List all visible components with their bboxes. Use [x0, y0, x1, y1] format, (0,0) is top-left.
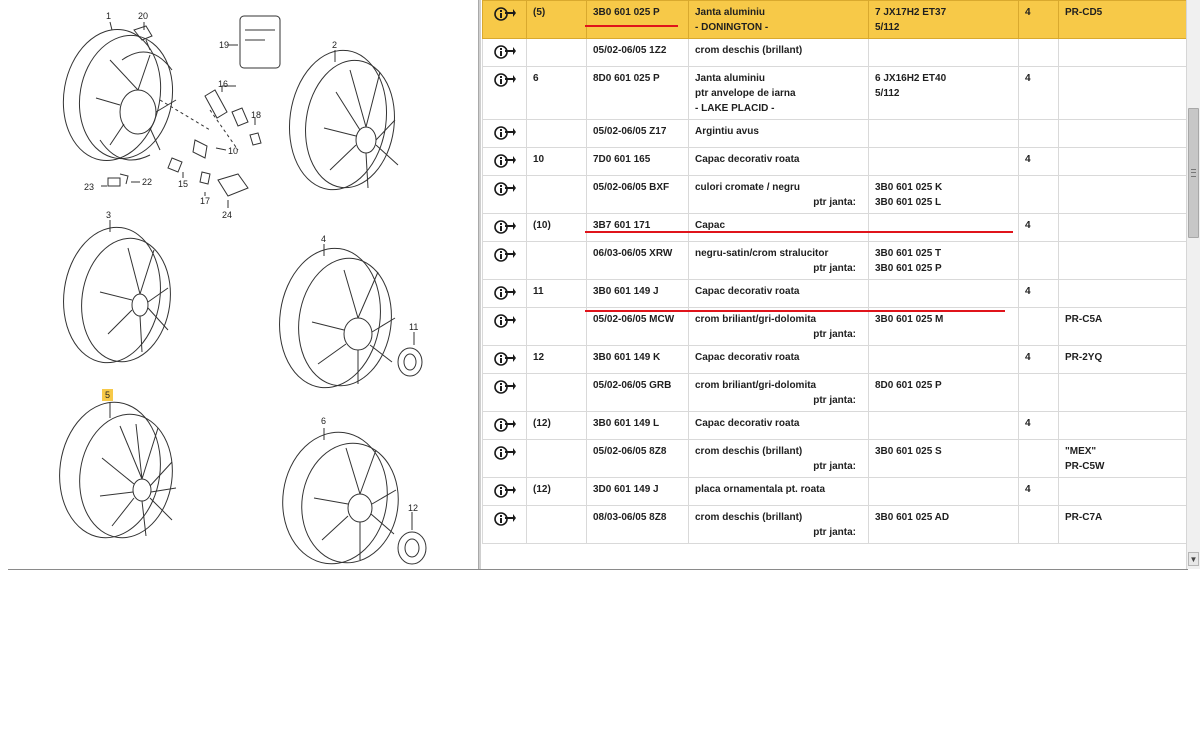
table-row[interactable] — [483, 39, 1187, 67]
description-cell — [689, 346, 869, 374]
position-number: (5) — [527, 1, 587, 39]
code-cell — [1059, 374, 1187, 412]
info-arrow-icon[interactable] — [494, 284, 516, 302]
wheel-4-drawing — [271, 242, 422, 395]
cell-line: crom deschis (brillant) — [695, 45, 803, 56]
callout-12[interactable]: 12 — [408, 503, 419, 513]
part-number[interactable]: 3D0 601 149 J — [587, 478, 689, 506]
cell-line: 7 JX17H2 ET37 — [875, 7, 947, 18]
cell-line: PR-CD5 — [1065, 7, 1103, 18]
info-cell[interactable] — [483, 39, 527, 67]
position-number — [527, 242, 587, 280]
quantity — [1019, 39, 1059, 67]
spec-cell — [869, 440, 1019, 478]
position-number — [527, 120, 587, 148]
callout-3[interactable]: 3 — [106, 210, 112, 220]
part-number[interactable]: 3B7 601 171 — [587, 214, 689, 242]
part-number[interactable]: 06/03-06/05 XRW — [587, 242, 689, 280]
callout-5-selected[interactable]: 5 — [102, 389, 113, 401]
callout-1[interactable]: 1 — [106, 11, 112, 21]
code-cell — [1059, 148, 1187, 176]
cell-line: Argintiu avus — [695, 126, 759, 137]
description-cell — [689, 440, 869, 478]
spec-cell — [869, 120, 1019, 148]
code-cell — [1059, 440, 1187, 478]
part-number[interactable]: 3B0 601 025 P — [587, 1, 689, 39]
red-underline-part-number — [585, 25, 678, 27]
position-number — [527, 308, 587, 346]
code-cell — [1059, 1, 1187, 39]
info-arrow-icon[interactable] — [494, 312, 516, 330]
cell-line: 8D0 601 025 P — [875, 380, 942, 391]
cell-line: 5/112 — [875, 88, 900, 99]
spec-cell — [869, 39, 1019, 67]
description-cell — [689, 1, 869, 39]
cell-line: 3B0 601 025 L — [875, 197, 942, 208]
info-cell[interactable] — [483, 242, 527, 280]
info-arrow-icon[interactable] — [494, 510, 516, 528]
cell-line: PR-2YQ — [1065, 352, 1103, 363]
table-row[interactable] — [483, 67, 1187, 120]
table-row[interactable] — [483, 214, 1187, 242]
cell-line: Capac decorativ roata — [695, 418, 800, 429]
quantity — [1019, 120, 1059, 148]
table-row[interactable] — [483, 506, 1187, 544]
callout-23[interactable]: 23 — [84, 182, 95, 192]
vertical-scrollbar[interactable] — [1186, 0, 1200, 569]
ptr-label: ptr janta: — [813, 263, 856, 274]
position-number: 12 — [527, 346, 587, 374]
info-arrow-icon[interactable] — [494, 180, 516, 198]
part-number[interactable]: 05/02-06/05 Z17 — [587, 120, 689, 148]
cell-line: crom briliant/gri-dolomita — [695, 314, 817, 325]
wheel-1-drawing — [53, 22, 182, 169]
scrollbar-thumb[interactable] — [1188, 108, 1199, 238]
part-number[interactable]: 08/03-06/05 8Z8 — [587, 506, 689, 544]
description-cell — [689, 506, 869, 544]
info-cell[interactable] — [483, 67, 527, 120]
callout-20[interactable]: 20 — [138, 11, 149, 21]
position-number: (12) — [527, 478, 587, 506]
info-arrow-icon[interactable] — [494, 152, 516, 170]
cell-line: Capac — [695, 220, 726, 231]
position-number — [527, 176, 587, 214]
part-number[interactable]: 3B0 601 149 K — [587, 346, 689, 374]
info-cell[interactable] — [483, 440, 527, 478]
spec-cell — [869, 214, 1019, 242]
table-row[interactable] — [483, 280, 1187, 308]
bottom-border — [8, 569, 1188, 570]
info-cell[interactable] — [483, 120, 527, 148]
ptr-label: ptr janta: — [813, 395, 856, 406]
spec-cell — [869, 308, 1019, 346]
cell-line: 3B0 601 025 AD — [875, 512, 950, 523]
parts-diagram[interactable] — [0, 0, 478, 568]
table-row[interactable] — [483, 308, 1187, 346]
ptr-label: ptr janta: — [813, 197, 856, 208]
quantity: 4 — [1019, 346, 1059, 374]
cell-line: - LAKE PLACID - — [695, 103, 775, 114]
code-cell — [1059, 67, 1187, 120]
wheel-5-drawing — [51, 396, 180, 545]
position-number: 6 — [527, 67, 587, 120]
info-cell[interactable] — [483, 214, 527, 242]
ptr-label: ptr janta: — [813, 461, 856, 472]
spec-cell — [869, 478, 1019, 506]
cell-line: Janta aluminiu — [695, 73, 766, 84]
code-cell — [1059, 506, 1187, 544]
part-number[interactable]: 05/02-06/05 8Z8 — [587, 440, 689, 478]
cell-line: 6 JX16H2 ET40 — [875, 73, 947, 84]
code-cell — [1059, 412, 1187, 440]
callout-4[interactable]: 4 — [321, 234, 327, 244]
wheel-6-drawing — [274, 425, 426, 568]
callout-19[interactable]: 19 — [219, 40, 230, 50]
cell-line: Capac decorativ roata — [695, 286, 800, 297]
red-underline-row-bxf — [585, 231, 1013, 233]
code-cell — [1059, 280, 1187, 308]
wheel-3-drawing — [55, 221, 178, 369]
cell-line: Capac decorativ roata — [695, 352, 800, 363]
wheel-2-drawing — [281, 44, 403, 196]
table-row[interactable] — [483, 242, 1187, 280]
part-number[interactable]: 7D0 601 165 — [587, 148, 689, 176]
info-cell[interactable] — [483, 280, 527, 308]
parts-table — [482, 0, 1186, 544]
info-arrow-icon[interactable] — [494, 218, 516, 236]
spec-cell — [869, 280, 1019, 308]
spec-cell — [869, 506, 1019, 544]
info-cell[interactable] — [483, 412, 527, 440]
quantity: 4 — [1019, 67, 1059, 120]
cell-line: "MEX" — [1065, 446, 1097, 457]
quantity — [1019, 506, 1059, 544]
cell-line: crom deschis (brillant) — [695, 446, 803, 457]
description-cell — [689, 478, 869, 506]
table-row[interactable] — [483, 412, 1187, 440]
cell-line: PR-C7A — [1065, 512, 1103, 523]
description-cell — [689, 67, 869, 120]
table-row[interactable] — [483, 120, 1187, 148]
cell-line: 3B0 601 025 S — [875, 446, 942, 457]
cell-line: 3B0 601 025 K — [875, 182, 943, 193]
part-number[interactable]: 05/02-06/05 MCW — [587, 308, 689, 346]
description-cell — [689, 374, 869, 412]
code-cell — [1059, 242, 1187, 280]
part-number[interactable]: 3B0 601 149 J — [587, 280, 689, 308]
description-cell — [689, 120, 869, 148]
callout-18[interactable]: 18 — [251, 110, 262, 120]
cell-line: 5/112 — [875, 22, 900, 33]
position-number — [527, 440, 587, 478]
grip-icon — [1191, 169, 1196, 177]
callout-15[interactable]: 15 — [178, 179, 189, 189]
pane-splitter[interactable] — [478, 0, 481, 569]
callout-6[interactable]: 6 — [321, 416, 327, 426]
quantity: 4 — [1019, 280, 1059, 308]
info-arrow-icon[interactable] — [494, 246, 516, 264]
description-cell — [689, 39, 869, 67]
description-cell — [689, 308, 869, 346]
spec-cell — [869, 176, 1019, 214]
table-row[interactable] — [483, 374, 1187, 412]
cell-line: PR-C5W — [1065, 461, 1105, 472]
quantity — [1019, 374, 1059, 412]
description-cell — [689, 280, 869, 308]
table-row[interactable] — [483, 346, 1187, 374]
callout-2[interactable]: 2 — [332, 40, 338, 50]
code-cell — [1059, 176, 1187, 214]
description-cell — [689, 242, 869, 280]
part-number[interactable]: 8D0 601 025 P — [587, 67, 689, 120]
red-underline-row-xrw — [585, 310, 1005, 312]
cell-line: negru-satin/crom stralucitor — [695, 248, 829, 259]
callout-17[interactable]: 17 — [200, 196, 211, 206]
table-row[interactable] — [483, 478, 1187, 506]
description-cell — [689, 176, 869, 214]
cell-line: culori cromate / negru — [695, 182, 801, 193]
parts-table-pane — [482, 0, 1186, 569]
cell-line: crom briliant/gri-dolomita — [695, 380, 817, 391]
info-arrow-icon[interactable] — [494, 124, 516, 142]
callout-24[interactable]: 24 — [222, 210, 233, 220]
callout-22[interactable]: 22 — [142, 177, 153, 187]
spec-cell — [869, 242, 1019, 280]
cell-line: ptr anvelope de iarna — [695, 88, 796, 99]
description-cell — [689, 148, 869, 176]
info-cell[interactable] — [483, 374, 527, 412]
quantity: 4 — [1019, 412, 1059, 440]
ptr-label: ptr janta: — [813, 527, 856, 538]
spec-cell — [869, 1, 1019, 39]
ptr-label: ptr janta: — [813, 329, 856, 340]
description-cell — [689, 214, 869, 242]
quantity: 4 — [1019, 1, 1059, 39]
cell-line: crom deschis (brillant) — [695, 512, 803, 523]
quantity: 4 — [1019, 148, 1059, 176]
part-number[interactable]: 05/02-06/05 1Z2 — [587, 39, 689, 67]
info-cell[interactable] — [483, 308, 527, 346]
code-cell — [1059, 346, 1187, 374]
spec-cell — [869, 148, 1019, 176]
position-number: 11 — [527, 280, 587, 308]
position-number — [527, 39, 587, 67]
info-cell[interactable] — [483, 148, 527, 176]
position-number — [527, 506, 587, 544]
table-row[interactable] — [483, 440, 1187, 478]
quantity — [1019, 308, 1059, 346]
info-arrow-icon[interactable] — [494, 482, 516, 500]
callout-16[interactable]: 16 — [218, 79, 229, 89]
info-cell[interactable] — [483, 176, 527, 214]
info-arrow-icon[interactable] — [494, 444, 516, 462]
cell-line: - DONINGTON - — [695, 22, 769, 33]
position-number: 10 — [527, 148, 587, 176]
info-cell[interactable] — [483, 506, 527, 544]
code-cell — [1059, 120, 1187, 148]
position-number: (12) — [527, 412, 587, 440]
description-cell — [689, 412, 869, 440]
callout-11[interactable]: 11 — [409, 322, 419, 332]
cell-line: 3B0 601 025 M — [875, 314, 944, 325]
cell-line: 3B0 601 025 T — [875, 248, 942, 259]
info-cell[interactable] — [483, 346, 527, 374]
info-cell[interactable] — [483, 478, 527, 506]
info-arrow-icon[interactable] — [494, 350, 516, 368]
code-cell — [1059, 39, 1187, 67]
code-cell — [1059, 308, 1187, 346]
spec-cell — [869, 346, 1019, 374]
part-number[interactable]: 05/02-06/05 BXF — [587, 176, 689, 214]
table-row[interactable] — [483, 176, 1187, 214]
code-cell — [1059, 478, 1187, 506]
info-arrow-icon[interactable] — [494, 416, 516, 434]
cell-line: Janta aluminiu — [695, 7, 766, 18]
part-number[interactable]: 3B0 601 149 L — [587, 412, 689, 440]
table-row[interactable] — [483, 1, 1187, 39]
spec-cell — [869, 67, 1019, 120]
cell-line: placa ornamentala pt. roata — [695, 484, 826, 495]
cell-line: 3B0 601 025 P — [875, 263, 942, 274]
quantity: 4 — [1019, 478, 1059, 506]
spec-cell — [869, 412, 1019, 440]
info-arrow-icon[interactable] — [494, 5, 516, 23]
cell-line: PR-C5A — [1065, 314, 1103, 325]
part-number[interactable]: 05/02-06/05 GRB — [587, 374, 689, 412]
quantity — [1019, 440, 1059, 478]
table-row[interactable] — [483, 148, 1187, 176]
code-cell — [1059, 214, 1187, 242]
scroll-down-arrow-icon[interactable]: ▼ — [1188, 552, 1199, 566]
position-number: (10) — [527, 214, 587, 242]
spec-cell — [869, 374, 1019, 412]
cell-line: Capac decorativ roata — [695, 154, 800, 165]
position-number — [527, 374, 587, 412]
wheel-illustration — [0, 0, 478, 568]
info-cell[interactable] — [483, 1, 527, 39]
hardware-parts — [108, 16, 280, 196]
info-arrow-icon[interactable] — [494, 43, 516, 61]
info-arrow-icon[interactable] — [494, 378, 516, 396]
quantity — [1019, 242, 1059, 280]
info-arrow-icon[interactable] — [494, 71, 516, 89]
quantity — [1019, 176, 1059, 214]
callout-10[interactable]: 10 — [228, 146, 239, 156]
quantity: 4 — [1019, 214, 1059, 242]
